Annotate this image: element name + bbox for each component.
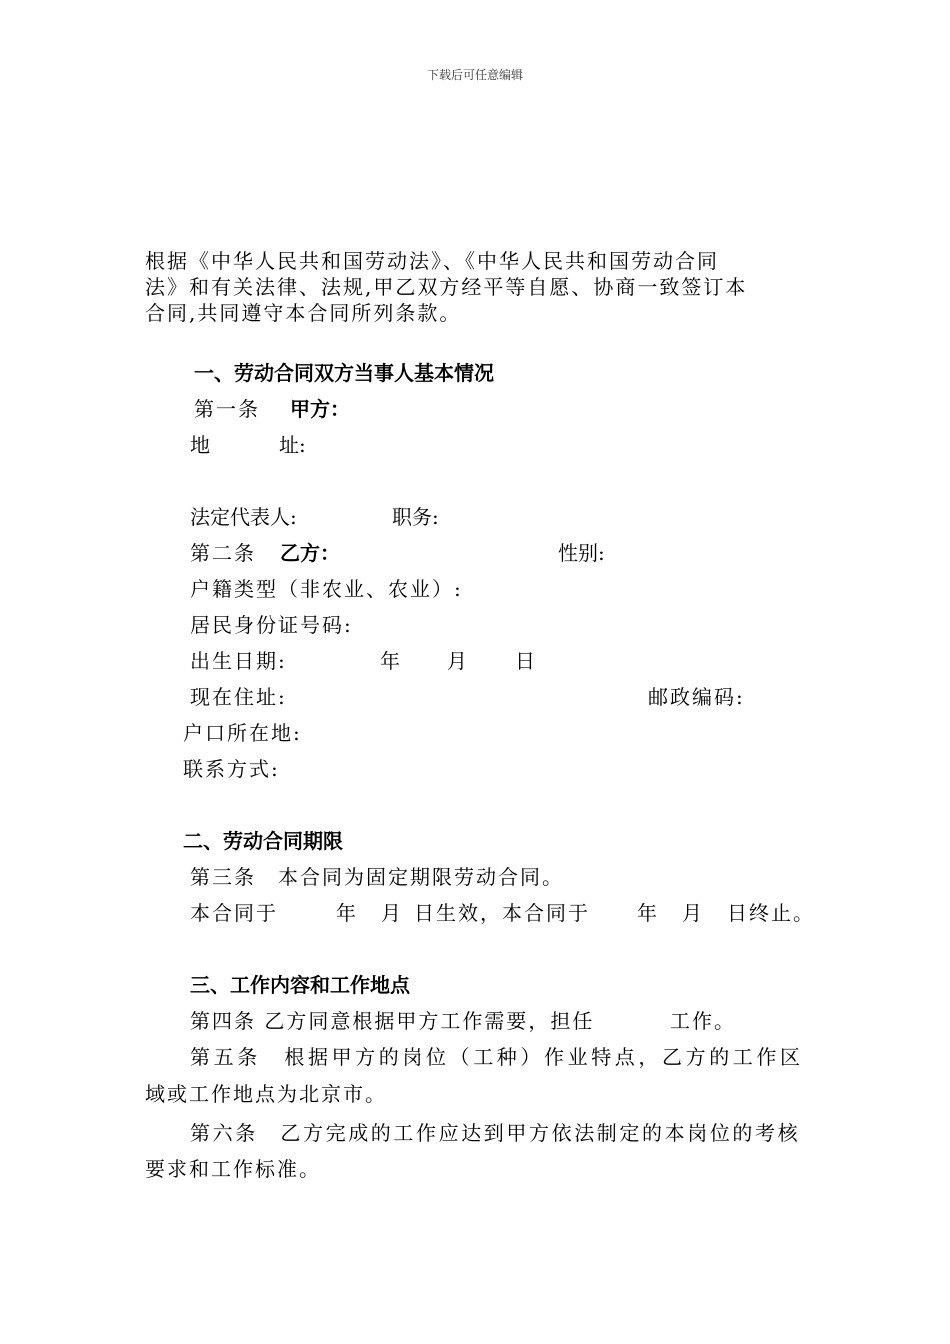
section-2-title: 二、劳动合同期限	[183, 829, 343, 853]
section-3-title: 三、工作内容和工作地点	[190, 973, 410, 997]
article-4-text-end: 工作。	[670, 1009, 736, 1033]
id-number-label: 居民身份证号码:	[190, 613, 353, 637]
address-label-1: 地	[190, 433, 210, 457]
term-end-month: 月	[682, 901, 702, 925]
section-1-title: 一、劳动合同双方当事人基本情况	[194, 361, 494, 385]
page-header: 下载后可任意编辑	[426, 68, 523, 82]
term-end-year: 年	[637, 901, 657, 925]
article-1-label: 第一条	[194, 397, 260, 421]
term-start-day: 日生效，本合同于	[414, 901, 590, 925]
article-2-label: 第二条	[190, 541, 256, 565]
address-label-2: 址:	[279, 433, 306, 457]
gender-label: 性别:	[558, 541, 605, 565]
term-start-month: 月	[381, 901, 401, 925]
party-a-label: 甲方：	[290, 397, 350, 421]
article-3-text: 第三条 本合同为固定期限劳动合同。	[190, 865, 564, 889]
term-text-start: 本合同于	[190, 901, 278, 925]
article-6-line-1: 第六条 乙方完成的工作应达到甲方依法制定的本岗位的考核	[190, 1121, 801, 1145]
term-start-year: 年	[336, 901, 356, 925]
birth-year-label: 年	[380, 649, 400, 673]
intro-line-3: 合同,共同遵守本合同所列条款。	[145, 301, 462, 325]
position-label: 职务:	[392, 505, 439, 529]
article-5-line-1: 第五条 根据甲方的岗位（工种）作业特点，乙方的工作区	[190, 1045, 804, 1069]
birth-month-label: 月	[447, 649, 467, 673]
contact-label: 联系方式:	[183, 757, 280, 781]
term-end-day: 日终止。	[727, 901, 815, 925]
legal-representative-label: 法定代表人:	[190, 505, 297, 529]
intro-line-2: 法》和有关法律、法规,甲乙双方经平等自愿、协商一致签订本	[145, 275, 748, 299]
article-4-text: 第四条 乙方同意根据甲方工作需要，担任	[190, 1009, 595, 1033]
article-6-line-2: 要求和工作标准。	[145, 1157, 321, 1181]
postcode-label: 邮政编码:	[648, 685, 745, 709]
intro-line-1: 根据《中华人民共和国劳动法》、《中华人民共和国劳动合同	[145, 249, 719, 273]
article-5-line-2: 域或工作地点为北京市。	[145, 1082, 387, 1106]
birth-date-label: 出生日期:	[190, 649, 287, 673]
hukou-location-label: 户口所在地:	[183, 721, 302, 745]
current-address-label: 现在住址:	[190, 685, 287, 709]
birth-day-label: 日	[515, 649, 535, 673]
hukou-type-label: 户籍类型（非农业、农业）:	[190, 577, 463, 601]
party-b-label: 乙方：	[280, 541, 340, 565]
